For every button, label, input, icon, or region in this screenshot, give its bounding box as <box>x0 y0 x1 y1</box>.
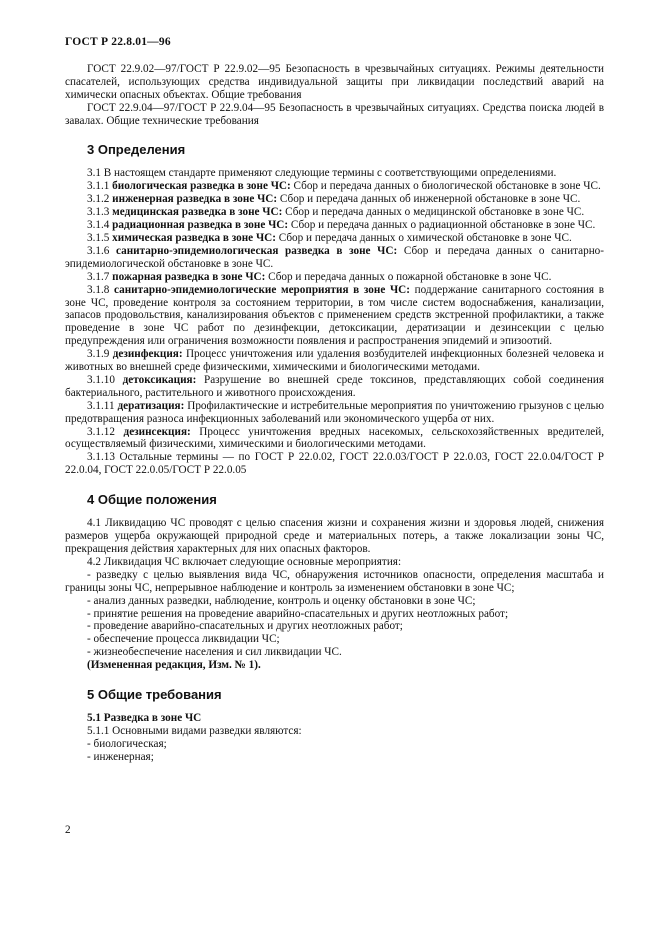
paragraph-5-1-1: 5.1.1 Основными видами разведки являются: <box>87 724 302 737</box>
paragraph-4-2: 4.2 Ликвидация ЧС включает следующие основные мероприятия: <box>87 555 402 568</box>
definition-item <box>65 284 604 349</box>
definition-item <box>65 180 604 193</box>
definition-number: 3.1.9 <box>87 348 110 361</box>
section-3-intro: 3.1 В настоящем стандарте применяют следующие термины с соответствующими определениями. <box>87 167 557 180</box>
definition-text: Сбор и передача данных об инженерной обстановке в зоне ЧС. <box>279 193 581 206</box>
page-header: ГОСТ Р 22.8.01—96 <box>65 36 171 48</box>
definition-item <box>65 271 604 284</box>
definition-term: дезинфекция: <box>112 348 183 361</box>
definition-item <box>65 219 604 232</box>
definition-text: Сбор и передача данных о химической обстановке в зоне ЧС. <box>278 231 572 244</box>
definition-number: 3.1.2 <box>87 193 110 206</box>
list-item: - инженерная; <box>87 750 154 763</box>
definition-term: санитарно-эпидемиологическая разведка в зоне ЧС: <box>116 244 398 257</box>
definition-text: Процесс уничтожения или удаления возбудителей инфекционных болезней человека и животных во внешней среде физическими, химическими и биологическими методами. <box>65 348 605 374</box>
section-4-title: 4 Общие положения <box>87 492 217 508</box>
definition-term: химическая разведка в зоне ЧС: <box>112 231 276 244</box>
definition-item <box>65 232 604 245</box>
definition-number: 3.1.4 <box>87 219 110 232</box>
definition-number: 3.1.6 <box>87 244 110 257</box>
definition-term: санитарно-эпидемиологические мероприятия в зоне ЧС: <box>114 283 410 296</box>
paragraph-4-1: 4.1 Ликвидацию ЧС проводят с целью спасения жизни и сохранения жизни и здоровья людей, снижения размеров ущерба окружающей природной среде и материальных потерь, а также локализации зоны ЧС, прекращения действия характерных для них опасных факторов. <box>65 517 604 555</box>
definition-item <box>65 426 604 452</box>
definition-term: детоксикация: <box>122 373 197 386</box>
definition-number: 3.1.7 <box>87 270 110 283</box>
definition-number: 3.1.11 <box>87 399 115 412</box>
definition-item <box>65 348 604 374</box>
definition-term: медицинская разведка в зоне ЧС: <box>112 206 283 219</box>
definition-text: Процесс уничтожения вредных насекомых, сельскохозяйственных вредителей, осуществляемый физическими, химическими и биологическими методами. <box>65 425 605 451</box>
section-3-title: 3 Определения <box>87 142 186 158</box>
definition-term: дератизация: <box>117 399 185 412</box>
definition-3-1-13: 3.1.13 Остальные термины — по ГОСТ Р 22.0.02, ГОСТ 22.0.03/ГОСТ Р 22.0.03, ГОСТ 22.0.04/ГОСТ Р 22.0.04, ГОСТ 22.0.05/ГОСТ Р 22.0.05 <box>65 451 604 477</box>
list-item: - биологическая; <box>87 737 167 750</box>
definition-term: пожарная разведка в зоне ЧС: <box>112 270 266 283</box>
definition-number: 3.1.10 <box>87 373 115 386</box>
definition-text: Сбор и передача данных о санитарно-эпидемиологической обстановке в зоне ЧС. <box>65 244 604 270</box>
page-number: 2 <box>65 824 71 836</box>
definition-term: инженерная разведка в зоне ЧС: <box>112 193 278 206</box>
definition-text: Сбор и передача данных о медицинской обстановке в зоне ЧС. <box>285 206 585 219</box>
definition-text: Сбор и передача данных о пожарной обстановке в зоне ЧС. <box>268 270 552 283</box>
subsection-5-1-title: 5.1 Разведка в зоне ЧС <box>87 712 202 725</box>
definition-number: 3.1.5 <box>87 231 110 244</box>
definition-term: биологическая разведка в зоне ЧС: <box>112 180 291 193</box>
definition-number: 3.1.1 <box>87 180 110 193</box>
list-item: - разведку с целью выявления вида ЧС, обнаружения источников опасности, определения масштаба и границы зоны ЧС, непрерывное наблюдение и контроль за изменением обстановки в зоне ЧС; <box>65 568 604 594</box>
definition-text: Сбор и передача данных о биологической обстановке в зоне ЧС. <box>293 180 601 193</box>
definition-text: Профилактические и истребительные мероприятия по уничтожению грызунов с целью предотвращения разноса инфекционных заболеваний или экономического ущерба от них. <box>65 399 605 425</box>
list-item: - анализ данных разведки, наблюдение, контроль и оценку обстановки в зоне ЧС; <box>87 594 476 607</box>
definition-item <box>65 400 604 426</box>
amendment-note: (Измененная редакция, Изм. № 1). <box>87 659 261 672</box>
definition-text: Сбор и передача данных о радиационной обстановке в зоне ЧС. <box>290 219 596 232</box>
definition-term: радиационная разведка в зоне ЧС: <box>112 219 289 232</box>
definition-item <box>65 206 604 219</box>
definition-item <box>65 374 604 400</box>
reference-2: ГОСТ 22.9.04—97/ГОСТ Р 22.9.04—95 Безопасность в чрезвычайных ситуациях. Средства поиска людей в завалах. Общие технические требования <box>65 101 604 127</box>
list-item: - жизнеобеспечение населения и сил ликвидации ЧС. <box>87 646 342 659</box>
definition-term: дезинсекция: <box>123 425 191 438</box>
definition-number: 3.1.12 <box>87 425 115 438</box>
list-item: - проведение аварийно-спасательных и других неотложных работ; <box>87 620 403 633</box>
section-5-title: 5 Общие требования <box>87 687 222 703</box>
definition-text: поддержание санитарного состояния в зоне ЧС, проведение контроля за состоянием территории, в том числе систем водоснабжения, канализации, запасов продовольствия, канализирования объектов с применением средств экстренной профилактики, а также проведение в зоне ЧС работ по дезинфекции, детоксикации, дератизации и дезинсекции с целью предупреждения или ограничения возможности появления и распространения эпидемий и эпизоотий. <box>65 283 605 348</box>
definition-text: Разрушение во внешней среде токсинов, представляющих собой соединения бактериального, растительного и животного происхождения. <box>65 373 604 399</box>
list-item: - принятие решения на проведение аварийно-спасательных и других неотложных работ; <box>87 607 509 620</box>
definitions-list <box>65 180 604 451</box>
reference-1: ГОСТ 22.9.02—97/ГОСТ Р 22.9.02—95 Безопасность в чрезвычайных ситуациях. Режимы деятельности спасателей, использующих средства индивидуальной защиты при ликвидации последствий аварий на химически опасных объектах. Общие требования <box>65 62 604 101</box>
list-item: - обеспечение процесса ликвидации ЧС; <box>87 633 280 646</box>
definition-number: 3.1.8 <box>87 283 110 296</box>
definition-item <box>65 193 604 206</box>
definition-item <box>65 245 604 271</box>
definition-number: 3.1.3 <box>87 206 110 219</box>
